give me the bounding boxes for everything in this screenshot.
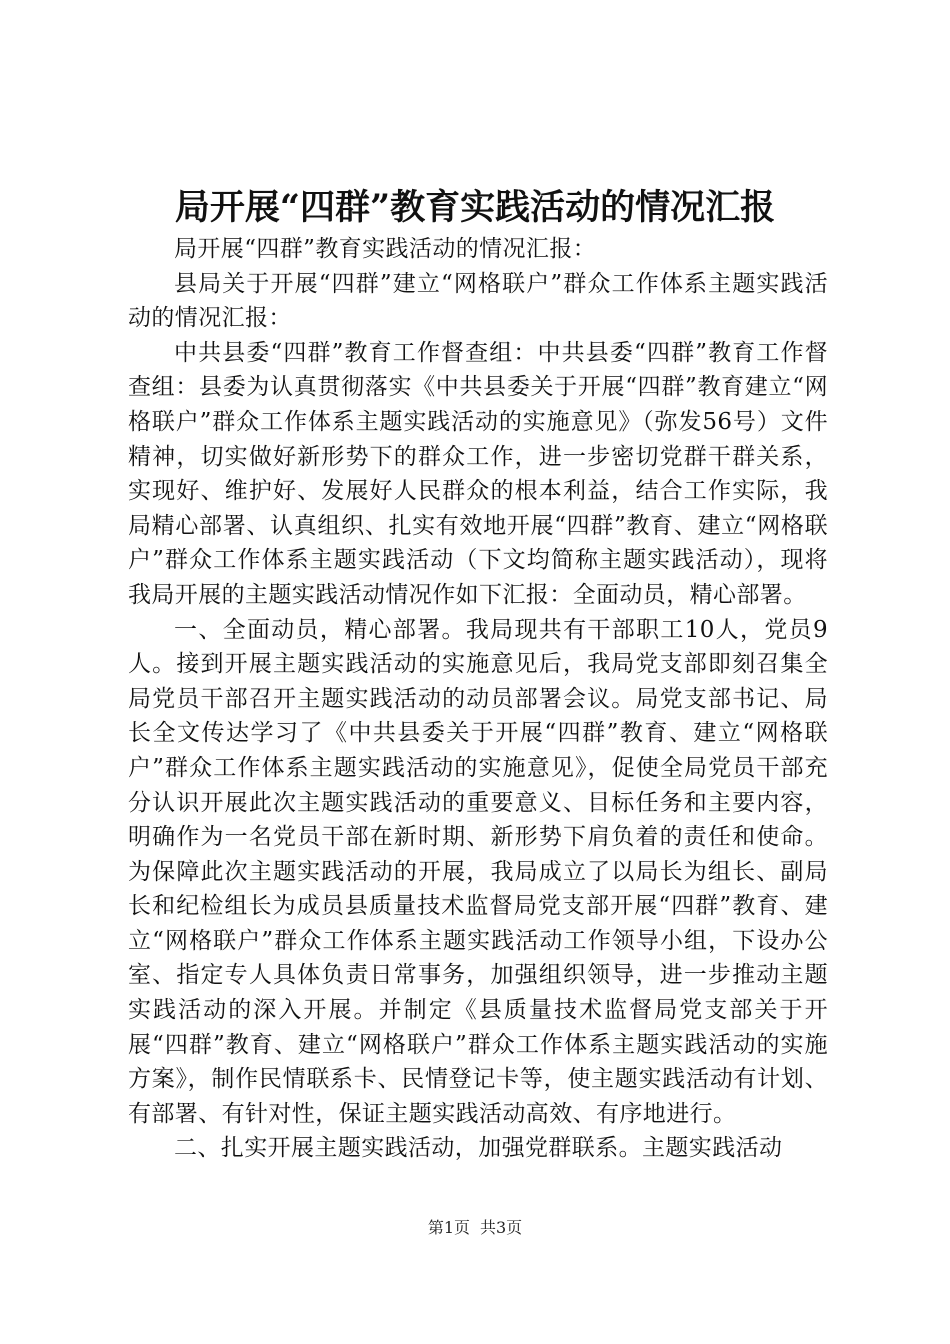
paragraph-section-one: 一、全面动员，精心部署。我局现共有干部职工10人，党员9人。接到开展主题实践活动的实施意见后，我局党支部即刻召集全局党员干部召开主题实践活动的动员部署会议。局党支部书记、局长全文传达学习了《中共县委关于开展“四群”教育、建立“网格联户”群众工作体系主题实践活动的实施意见》，促使全局党员干部充分认识开展此次主题实践活动的重要意义、目标任务和主要内容，明确作为一名党员干部在新时期、新形势下肩负着的责任和使命。为保障此次主题实践活动的开展，我局成立了以局长为组长、副局长和纪检组长为成员县质量技术监督局党支部开展“四群”教育、建立“网格联户”群众工作体系主题实践活动工作领导小组，下设办公室、指定专人具体负责日常事务，加强组织领导，进一步推动主题实践活动的深入开展。并制定《县质量技术监督局党支部关于开展“四群”教育、建立“网格联户”群众工作体系主题实践活动的实施方案》，制作民情联系卡、民情登记卡等，使主题实践活动有计划、有部署、有针对性，保证主题实践活动高效、有序地进行。 bbox=[128, 616, 828, 1127]
paragraph-report-subtitle: 县局关于开展“四群”建立“网格联户”群众工作体系主题实践活动的情况汇报： bbox=[128, 270, 828, 332]
paragraph-heading-line: 局开展“四群”教育实践活动的情况汇报： bbox=[174, 236, 597, 262]
page-total: 共3页 bbox=[480, 1218, 523, 1237]
page-footer bbox=[0, 1216, 950, 1240]
document-title: 局开展“四群”教育实践活动的情况汇报 bbox=[174, 187, 776, 228]
paragraph-section-two: 二、扎实开展主题实践活动，加强党群联系。主题实践活动 bbox=[174, 1135, 783, 1162]
page-number: 第1页 bbox=[427, 1218, 470, 1237]
document-body bbox=[128, 232, 828, 1166]
paragraph-introduction: 中共县委“四群”教育工作督查组：中共县委“四群”教育工作督查组：县委为认真贯彻落实《中共县委关于开展“四群”教育建立“网格联户”群众工作体系主题实践活动的实施意见》（弥发56号）文件精神，切实做好新形势下的群众工作，进一步密切党群干群关系，实现好、维护好、发展好人民群众的根本利益，结合工作实际，我局精心部署、认真组织、扎实有效地开展“四群”教育、建立“网格联户”群众工作体系主题实践活动（下文均简称主题实践活动），现将我局开展的主题实践活动情况作如下汇报：全面动员，精心部署。 bbox=[128, 339, 828, 608]
